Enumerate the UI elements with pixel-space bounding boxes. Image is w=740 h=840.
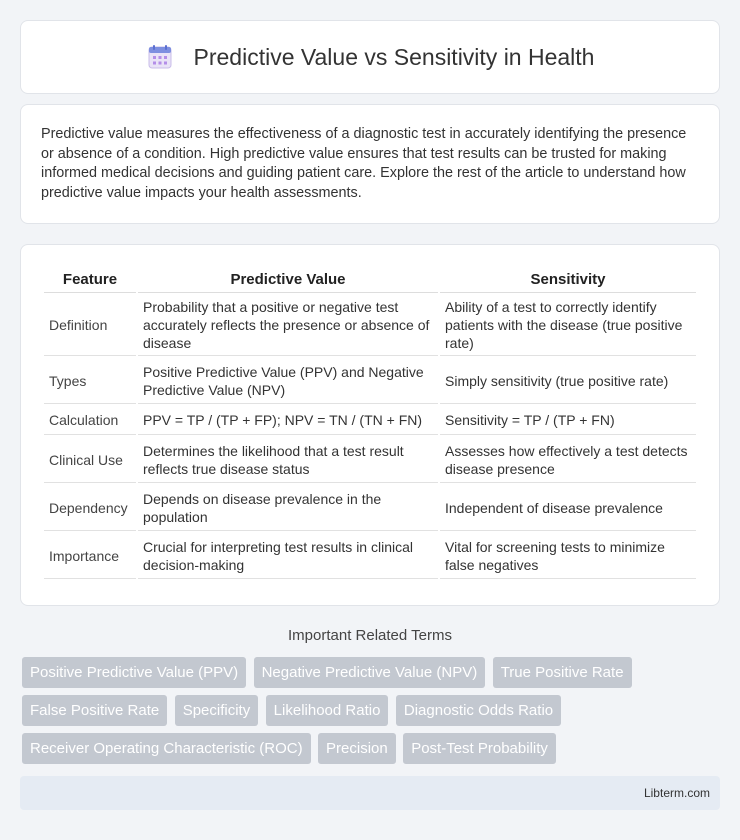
row-sensitivity: Sensitivity = TP / (TP + FN) — [440, 406, 696, 435]
row-feature: Clinical Use — [44, 437, 136, 483]
row-sensitivity: Assesses how effectively a test detects disease presence — [440, 437, 696, 483]
row-feature: Types — [44, 358, 136, 404]
related-term-tag[interactable]: Diagnostic Odds Ratio — [396, 695, 561, 726]
related-term-tag[interactable]: Negative Predictive Value (NPV) — [254, 657, 486, 688]
table-row — [44, 533, 696, 579]
row-sensitivity: Independent of disease prevalence — [440, 485, 696, 531]
related-term-tag[interactable]: False Positive Rate — [22, 695, 167, 726]
header-feature: Feature — [44, 267, 136, 293]
related-term-tag[interactable]: Specificity — [175, 695, 259, 726]
related-term-tag[interactable]: Positive Predictive Value (PPV) — [22, 657, 246, 688]
row-predictive-value: Crucial for interpreting test results in clinical decision-making — [138, 533, 438, 579]
row-predictive-value: Positive Predictive Value (PPV) and Negative Predictive Value (NPV) — [138, 358, 438, 404]
row-sensitivity: Ability of a test to correctly identify patients with the disease (true positive rate) — [440, 295, 696, 356]
row-predictive-value: Depends on disease prevalence in the population — [138, 485, 438, 531]
comparison-table — [42, 265, 698, 581]
header-predictive-value: Predictive Value — [138, 267, 438, 293]
row-sensitivity: Vital for screening tests to minimize false negatives — [440, 533, 696, 579]
row-feature: Importance — [44, 533, 136, 579]
related-term-tag[interactable]: True Positive Rate — [493, 657, 632, 688]
row-predictive-value: Determines the likelihood that a test result reflects true disease status — [138, 437, 438, 483]
related-term-tag[interactable]: Likelihood Ratio — [266, 695, 389, 726]
table-row — [44, 295, 696, 356]
table-row — [44, 437, 696, 483]
related-terms-list — [22, 657, 722, 771]
row-feature: Definition — [44, 295, 136, 356]
calendar-icon — [146, 43, 174, 71]
related-term-tag[interactable]: Precision — [318, 733, 396, 764]
row-feature: Dependency — [44, 485, 136, 531]
related-term-tag[interactable]: Receiver Operating Characteristic (ROC) — [22, 733, 311, 764]
related-term-tag[interactable]: Post-Test Probability — [403, 733, 556, 764]
page-title: Predictive Value vs Sensitivity in Health — [193, 43, 595, 70]
table-header-row — [44, 267, 696, 293]
intro-card — [20, 104, 720, 224]
title-card — [20, 20, 720, 94]
header-sensitivity: Sensitivity — [440, 267, 696, 293]
related-terms-heading: Important Related Terms — [288, 627, 452, 644]
row-predictive-value: Probability that a positive or negative test accurately reflects the presence or absence of disease — [138, 295, 438, 356]
comparison-card — [20, 244, 720, 606]
table-row — [44, 406, 696, 435]
row-feature: Calculation — [44, 406, 136, 435]
row-sensitivity: Simply sensitivity (true positive rate) — [440, 358, 696, 404]
table-row — [44, 358, 696, 404]
footer-site-link[interactable]: Libterm.com — [643, 786, 710, 800]
row-predictive-value: PPV = TP / (TP + FP); NPV = TN / (TN + FN) — [138, 406, 438, 435]
intro-paragraph: Predictive value measures the effectiveness of a diagnostic test in accurately identifying the presence or absence of a condition. High predictive value ensures that test results can be trusted for making informed medical decisions and guiding patient care. Explore the rest of the article to understand how predictive value impacts your health assessments. — [41, 126, 687, 201]
table-row — [44, 485, 696, 531]
footer — [20, 776, 720, 810]
